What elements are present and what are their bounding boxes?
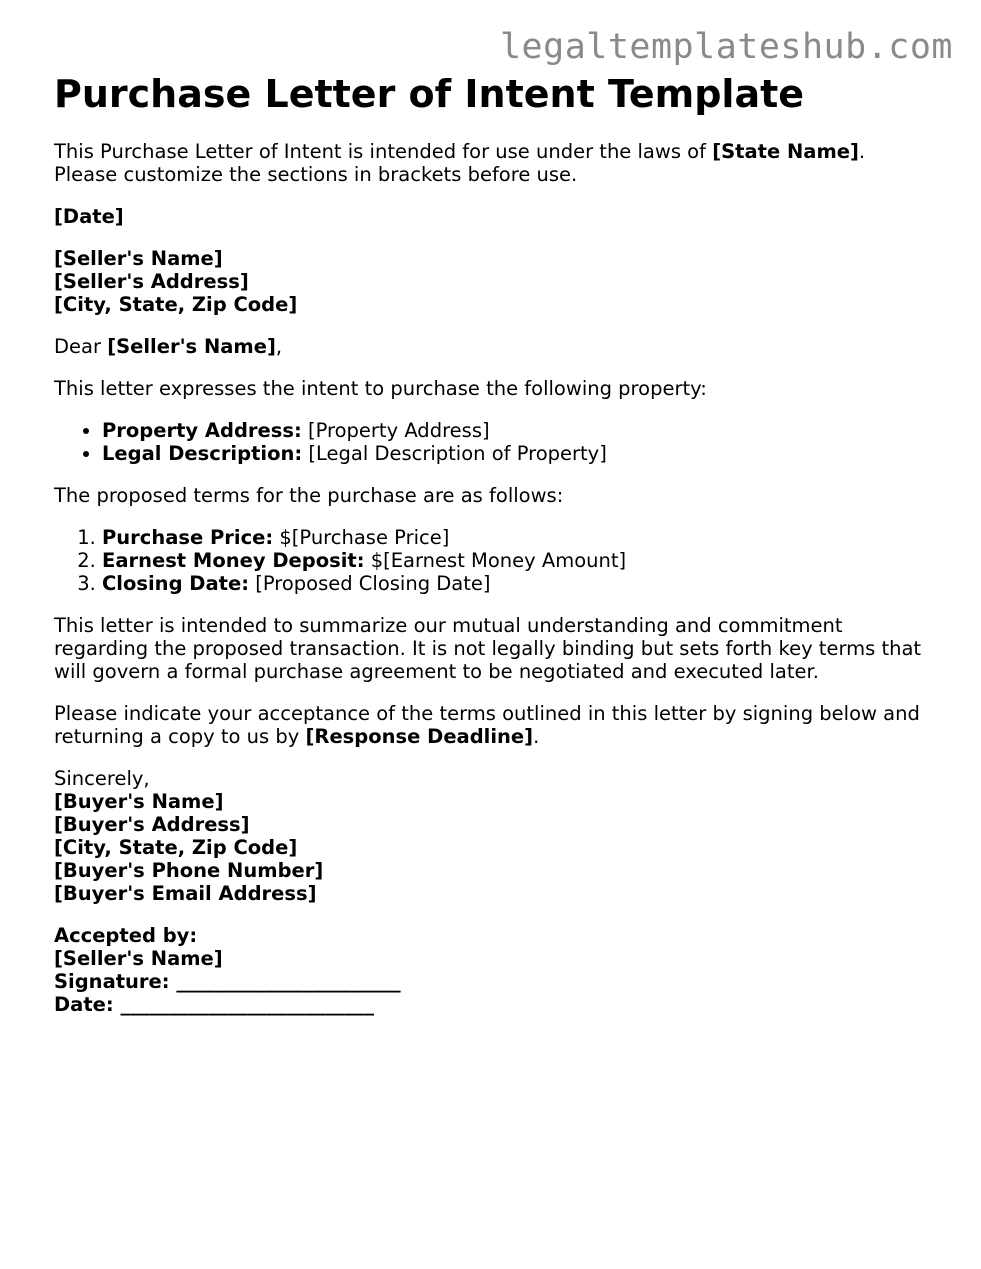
purchase-price-value: $[Purchase Price] <box>273 526 450 549</box>
acceptance-paragraph <box>54 702 934 748</box>
purchase-price-label: Purchase Price: <box>102 526 274 549</box>
legal-description-label: Legal Description: <box>102 442 303 465</box>
state-name-placeholder: [State Name] <box>712 140 859 163</box>
date-placeholder: [Date] <box>54 205 124 228</box>
buyer-signature-block <box>54 767 934 905</box>
signature-blank: _______________________ <box>169 970 401 993</box>
site-watermark: legaltemplateshub.com <box>499 27 953 67</box>
intro-text-start: This Purchase Letter of Intent is intended for use under the laws of <box>54 140 713 163</box>
closing-date-value: [Proposed Closing Date] <box>249 572 491 595</box>
list-item <box>102 549 934 572</box>
accepted-seller-name: [Seller's Name] <box>54 947 223 970</box>
salutation-dear: Dear <box>54 335 108 358</box>
summary-paragraph: This letter is intended to summarize our mutual understanding and commitment regarding the proposed transaction. It is not legally binding but sets forth key terms that will govern a formal purchase agreement to be negotiated and executed later. <box>54 614 922 683</box>
response-deadline-placeholder: [Response Deadline] <box>305 725 534 748</box>
acceptance-period: . <box>533 725 540 748</box>
closing-sincerely: Sincerely, <box>54 767 150 790</box>
buyer-address: [Buyer's Address] <box>54 813 250 836</box>
buyer-city-state-zip: [City, State, Zip Code] <box>54 836 298 859</box>
property-address-value: [Property Address] <box>301 419 490 442</box>
acceptance-block <box>54 924 934 1016</box>
list-item <box>102 442 934 465</box>
date-signature-line <box>54 993 934 1016</box>
intro-paragraph <box>54 140 934 186</box>
earnest-money-label: Earnest Money Deposit: <box>102 549 365 572</box>
property-list <box>54 419 934 465</box>
terms-intro: The proposed terms for the purchase are as follows: <box>54 484 564 507</box>
property-address-label: Property Address: <box>102 419 302 442</box>
list-item <box>102 526 934 549</box>
terms-list <box>54 526 934 595</box>
salutation-comma: , <box>275 335 283 358</box>
salutation-name: [Seller's Name] <box>107 335 276 358</box>
letter-document <box>54 72 934 1035</box>
signature-line <box>54 970 934 993</box>
date-line <box>54 205 934 228</box>
seller-name: [Seller's Name] <box>54 247 223 270</box>
signature-label: Signature: <box>54 970 170 993</box>
buyer-phone: [Buyer's Phone Number] <box>54 859 324 882</box>
salutation <box>54 335 934 358</box>
acceptance-text: Please indicate your acceptance of the terms outlined in this letter by signing below and returning a copy to us by <box>54 702 920 748</box>
property-intro: This letter expresses the intent to purchase the following property: <box>54 377 707 400</box>
list-item <box>102 572 934 595</box>
date-blank: __________________________ <box>113 993 374 1016</box>
closing-date-label: Closing Date: <box>102 572 250 595</box>
accepted-by-label: Accepted by: <box>54 924 198 947</box>
seller-city-state-zip: [City, State, Zip Code] <box>54 293 298 316</box>
intro-text-end: . Please customize the sections in brackets before use. <box>54 140 866 186</box>
seller-address-block <box>54 247 934 316</box>
legal-description-value: [Legal Description of Property] <box>302 442 607 465</box>
seller-address: [Seller's Address] <box>54 270 249 293</box>
buyer-email: [Buyer's Email Address] <box>54 882 317 905</box>
page-title: Purchase Letter of Intent Template <box>54 72 805 116</box>
earnest-money-value: $[Earnest Money Amount] <box>364 549 627 572</box>
date-label: Date: <box>54 993 114 1016</box>
list-item <box>102 419 934 442</box>
buyer-name: [Buyer's Name] <box>54 790 224 813</box>
